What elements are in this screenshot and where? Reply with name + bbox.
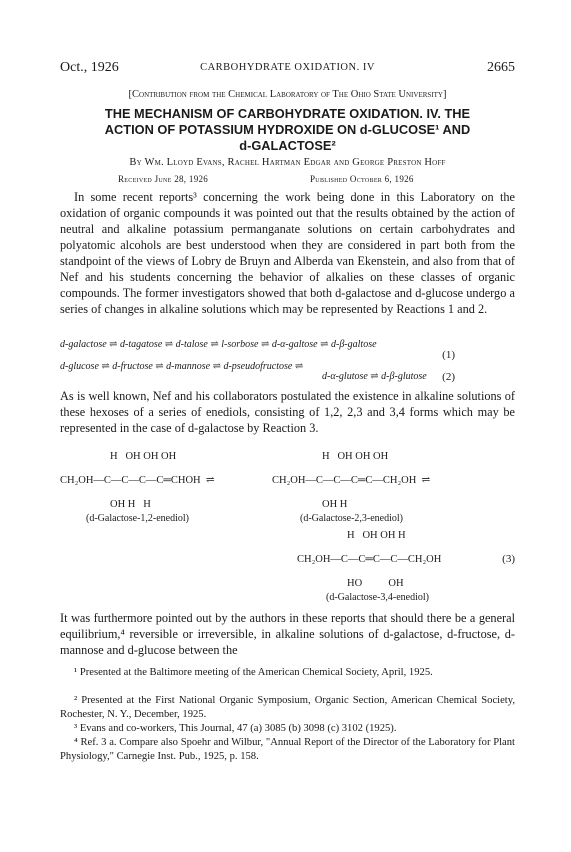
- reaction-2-line-1: d-glucose ⇌ d-fructose ⇌ d-mannose ⇌ d-pseudofructose ⇌: [60, 361, 304, 372]
- article-title: [60, 106, 515, 154]
- issue-date: Oct., 1926: [60, 60, 119, 75]
- author-line: By Wm. Lloyd Evans, Rachel Hartman Edgar and George Preston Hoff: [129, 157, 446, 168]
- structure-1-main: CH₂OH—C—C—C—C═CHOH ⇌: [60, 475, 215, 486]
- page-number: 2665: [487, 60, 515, 75]
- reaction-2-line-2: d-α-glutose ⇌ d-β-glutose: [322, 371, 427, 382]
- structure-1-top: H OH OH OH: [110, 451, 177, 462]
- reaction-2-number: (2): [442, 371, 455, 383]
- paragraph-3: It was furthermore pointed out by the authors in these reports that should there be a general equilibrium,⁴ reversible or irreversible, in alkaline solutions of d-galactose, d-fructose, d-mannose and d-glucose between the: [60, 611, 515, 657]
- footnote-3: ³ Evans and co-workers, This Journal, 47 (a) 3085 (b) 3098 (c) 3102 (1925).: [74, 723, 397, 734]
- reaction-1-text: d-galactose ⇌ d-tagatose ⇌ d-talose ⇌ l-sorbose ⇌ d-α-galtose ⇌ d-β-galtose: [60, 339, 377, 350]
- structure-3-caption: (d-Galactose-3,4-enediol): [326, 592, 430, 603]
- paragraph-2: As is well known, Nef and his collaborators postulated the existence in alkaline solutions of these hexoses of a series of enediols, consisting of 1,2, 2,3 and 3,4 forms which may be represented in the case of d-galactose by Reaction 3.: [60, 389, 515, 435]
- title-line-1: THE MECHANISM OF CARBOHYDRATE OXIDATION. IV. THE: [104, 106, 471, 121]
- running-header: [60, 60, 515, 78]
- structure-3-bottom: HO OH: [347, 578, 404, 589]
- footnote-1: ¹ Presented at the Baltimore meeting of the American Chemical Society, April, 1925.: [74, 667, 433, 678]
- structure-2-main: CH₂OH—C—C—C═C—CH₂OH ⇌: [272, 475, 431, 486]
- title-line-2: ACTION OF POTASSIUM HYDROXIDE ON d-GLUCOSE¹ AND: [104, 122, 471, 137]
- running-title: CARBOHYDRATE OXIDATION. IV: [200, 62, 375, 73]
- reaction-2-cont: [322, 371, 427, 382]
- reaction-1-number: (1): [442, 349, 455, 361]
- structure-3-top: H OH OH H: [347, 530, 406, 541]
- footnote-2: ² Presented at the First National Organic Symposium, Organic Section, American Chemical Society, Rochester, N. Y., December, 1925.: [60, 695, 515, 720]
- structure-2-bottom: OH H: [322, 499, 348, 510]
- paragraph-1: In some recent reports³ concerning the work being done in this Laboratory on the oxidation of organic compounds it was pointed out that the results obtained by the action of neutral and alkaline potassium permanganate solutions on certain carbohydrates and polyatomic alcohols are best understood when they are considered in part both from the standpoint of the views of Lobry de Bruyn and Alberda van Ekenstein, and also from that of Nef and his students concerning the behavior of alkalies on these classes of organic compounds. The former investigators showed that both d-galactose and d-glucose undergo a series of changes in alkaline solutions which may be represented by Reactions 1 and 2.: [60, 190, 515, 316]
- structure-3-main: CH₂OH—C—C═C—C—CH₂OH: [297, 554, 442, 565]
- published-date: Published October 6, 1926: [310, 174, 414, 184]
- received-date: Received June 28, 1926: [118, 174, 209, 184]
- title-line-3: d-GALACTOSE²: [239, 138, 336, 153]
- structure-2-top: H OH OH OH: [322, 451, 389, 462]
- contribution-line: [Contribution from the Chemical Laboratory of The Ohio State University]: [128, 89, 447, 100]
- footnote-4: ⁴ Ref. 3 a. Compare also Spoehr and Wilbur, "Annual Report of the Director of the Laboratory for Plant Physiology," Carnegie Inst. Pub., 1925, p. 158.: [60, 737, 515, 762]
- structure-1-caption: (d-Galactose-1,2-enediol): [86, 513, 190, 524]
- structure-1-bottom: OH H H: [110, 499, 151, 510]
- structure-2-caption: (d-Galactose-2,3-enediol): [300, 513, 404, 524]
- reaction-3-number: (3): [502, 553, 515, 565]
